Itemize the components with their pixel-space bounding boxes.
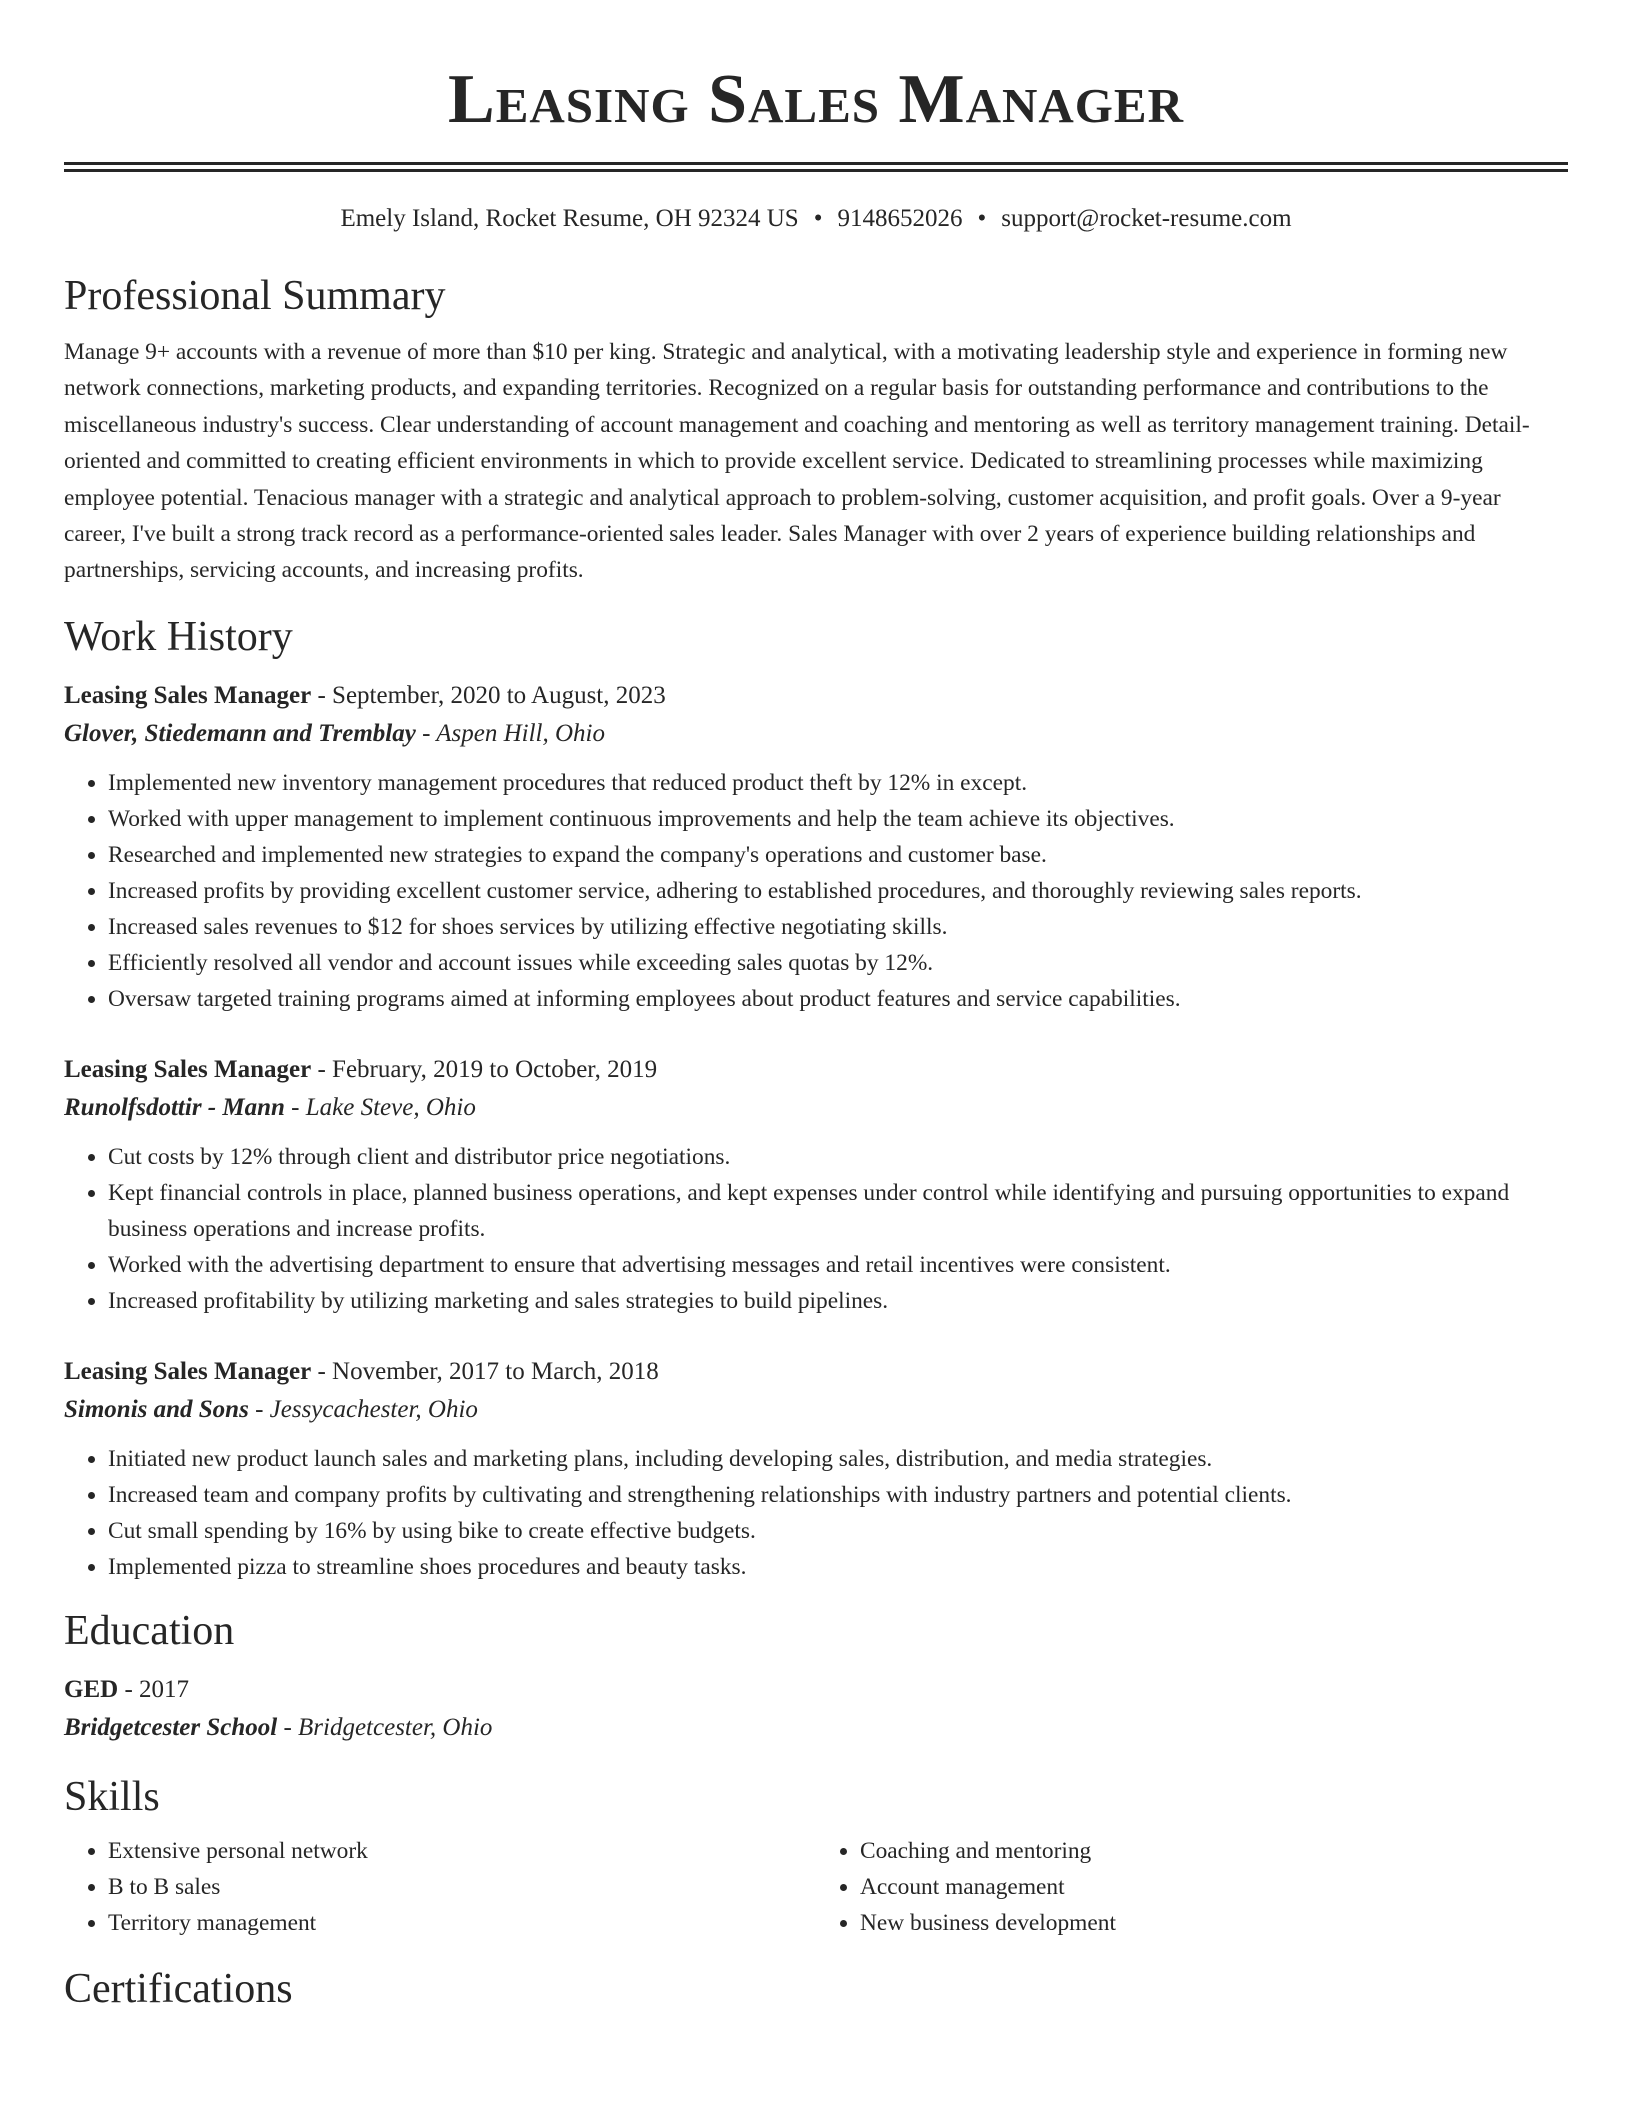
skills-grid bbox=[64, 1833, 1568, 1941]
skills-column-right bbox=[816, 1833, 1568, 1941]
list-item: • Implemented pizza to streamline shoes procedures and beauty tasks. bbox=[108, 1549, 1568, 1585]
list-item: • Increased profits by providing excellent customer service, adhering to established procedures, and thoroughly reviewing sales reports. bbox=[108, 873, 1568, 909]
job-title-line bbox=[64, 677, 1568, 715]
list-item: • Worked with upper management to implement continuous improvements and help the team achieve its objectives. bbox=[108, 801, 1568, 837]
contact-separator: • bbox=[813, 205, 823, 232]
education-heading: Education bbox=[64, 1607, 235, 1654]
education-entry bbox=[64, 1671, 1568, 1747]
job-title: Leasing Sales Manager bbox=[64, 1055, 312, 1083]
school-line bbox=[64, 1709, 1568, 1747]
job-title-line bbox=[64, 1051, 1568, 1089]
job-bullets bbox=[64, 765, 1568, 1017]
company-line bbox=[64, 1089, 1568, 1127]
job-entry bbox=[64, 1353, 1568, 1585]
list-item: • Increased profitability by utilizing marketing and sales strategies to build pipelines. bbox=[108, 1283, 1568, 1319]
degree-year: - 2017 bbox=[118, 1675, 190, 1703]
list-item: • Researched and implemented new strategies to expand the company's operations and customer base. bbox=[108, 837, 1568, 873]
job-entry bbox=[64, 1051, 1568, 1319]
skill-item: • Account management bbox=[860, 1869, 1568, 1905]
company-location: - Lake Steve, Ohio bbox=[284, 1093, 476, 1121]
job-title: Leasing Sales Manager bbox=[64, 1357, 312, 1385]
skill-item: • New business development bbox=[860, 1905, 1568, 1941]
list-item: • Increased team and company profits by cultivating and strengthening relationships with industry partners and potential clients. bbox=[108, 1477, 1568, 1513]
skill-item: • Coaching and mentoring bbox=[860, 1833, 1568, 1869]
resume-title: Leasing Sales Manager bbox=[448, 61, 1184, 138]
contact-address: Emely Island, Rocket Resume, OH 92324 US bbox=[340, 205, 799, 232]
job-title-line bbox=[64, 1353, 1568, 1391]
list-item: • Oversaw targeted training programs aimed at informing employees about product features and service capabilities. bbox=[108, 981, 1568, 1017]
job-bullets bbox=[64, 1139, 1568, 1319]
list-item: • Worked with the advertising department to ensure that advertising messages and retail incentives were consistent. bbox=[108, 1247, 1568, 1283]
contact-line bbox=[64, 202, 1568, 236]
list-item: • Implemented new inventory management procedures that reduced product theft by 12% in except. bbox=[108, 765, 1568, 801]
skill-item: • Territory management bbox=[108, 1905, 816, 1941]
summary-text: Manage 9+ accounts with a revenue of more than $10 per king. Strategic and analytical, with a motivating leadership style and experience in forming new network connections, marketing products, and expanding territories. Recognized on a regular basis for outstanding performance and contributions to the miscellaneous industry's success. Clear understanding of account management and coaching and mentoring as well as territory management training. Detail-oriented and committed to creating efficient environments in which to provide excellent service. Dedicated to streamlining processes while maximizing employee potential. Tenacious manager with a strategic and analytical approach to problem-solving, customer acquisition, and profit goals. Over a 9-year career, I've built a strong track record as a performance-oriented sales leader. Sales Manager with over 2 years of experience building relationships and partnerships, servicing accounts, and increasing profits. bbox=[64, 339, 1530, 584]
skill-item: • B to B sales bbox=[108, 1869, 816, 1905]
list-item: • Initiated new product launch sales and marketing plans, including developing sales, distribution, and media strategies. bbox=[108, 1441, 1568, 1477]
job-dates: - February, 2019 to October, 2019 bbox=[311, 1055, 658, 1083]
job-title: Leasing Sales Manager bbox=[64, 681, 312, 709]
list-item: • Efficiently resolved all vendor and account issues while exceeding sales quotas by 12%. bbox=[108, 945, 1568, 981]
company-name: Glover, Stiedemann and Tremblay bbox=[64, 719, 416, 747]
list-item: • Increased sales revenues to $12 for shoes services by utilizing effective negotiating skills. bbox=[108, 909, 1568, 945]
title-divider bbox=[64, 162, 1568, 172]
skill-item: • Extensive personal network bbox=[108, 1833, 816, 1869]
list-item: • Cut costs by 12% through client and distributor price negotiations. bbox=[108, 1139, 1568, 1175]
summary-heading: Professional Summary bbox=[64, 273, 446, 319]
school-location: - Bridgetcester, Ohio bbox=[277, 1713, 493, 1741]
contact-email: support@rocket-resume.com bbox=[1001, 205, 1292, 232]
certifications-heading: Certifications bbox=[64, 1965, 293, 2012]
job-dates: - November, 2017 to March, 2018 bbox=[311, 1357, 659, 1385]
company-name: Simonis and Sons bbox=[64, 1395, 249, 1423]
contact-separator: • bbox=[977, 205, 987, 232]
company-line bbox=[64, 1391, 1568, 1429]
degree-line bbox=[64, 1671, 1568, 1709]
list-item: • Kept financial controls in place, planned business operations, and kept expenses under control while identifying and pursuing opportunities to expand business operations and increase profits. bbox=[108, 1175, 1568, 1247]
list-item: • Cut small spending by 16% by using bike to create effective budgets. bbox=[108, 1513, 1568, 1549]
company-name: Runolfsdottir - Mann bbox=[64, 1093, 285, 1121]
skills-heading: Skills bbox=[64, 1773, 160, 1820]
work-history-heading: Work History bbox=[64, 613, 293, 660]
job-bullets bbox=[64, 1441, 1568, 1585]
company-location: - Jessycachester, Ohio bbox=[248, 1395, 478, 1423]
degree: GED bbox=[64, 1675, 119, 1703]
job-entry bbox=[64, 677, 1568, 1017]
job-dates: - September, 2020 to August, 2023 bbox=[311, 681, 666, 709]
company-location: - Aspen Hill, Ohio bbox=[415, 719, 605, 747]
school-name: Bridgetcester School bbox=[64, 1713, 278, 1741]
skills-column-left bbox=[64, 1833, 816, 1941]
company-line bbox=[64, 715, 1568, 753]
contact-phone: 9148652026 bbox=[837, 205, 963, 232]
